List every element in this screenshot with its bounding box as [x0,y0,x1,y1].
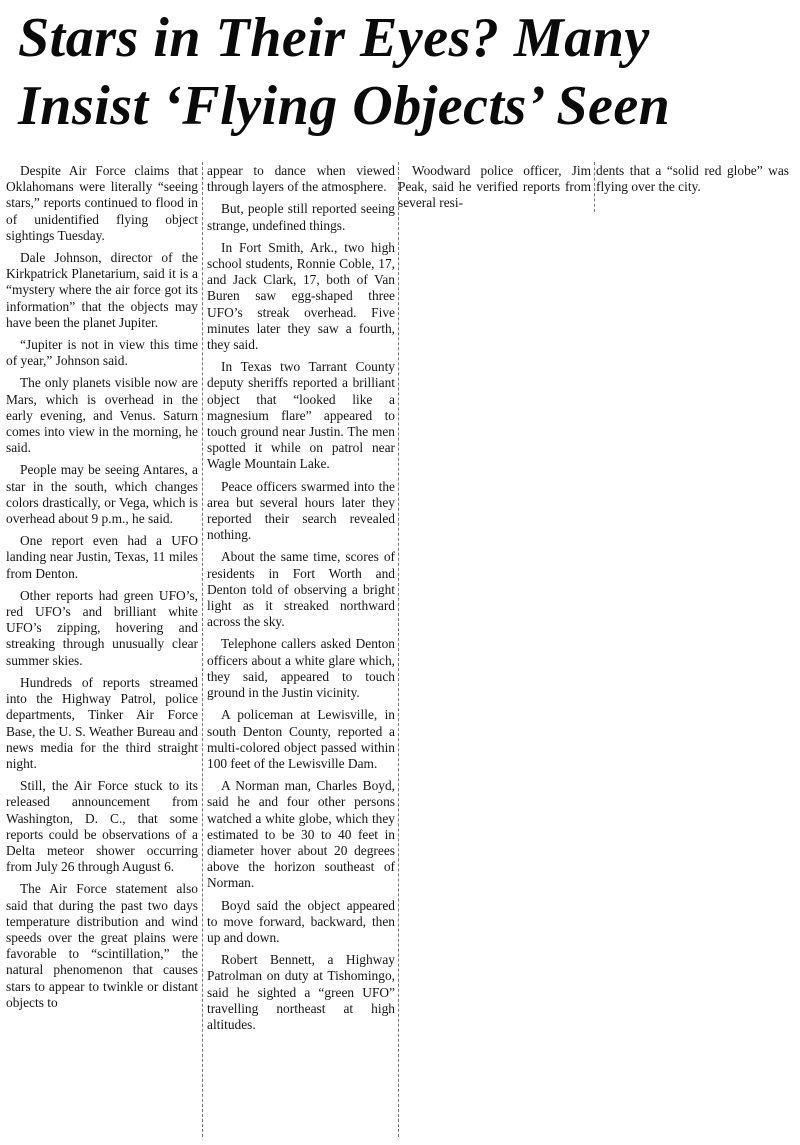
paragraph: Despite Air Force claims that Oklahomans were literally “seeing stars,” reports continued to flood in of unidentified flying object sightings Tuesday. [6,163,198,243]
column-divider [398,162,399,1137]
article-column-4 [596,163,789,201]
headline-line-1: Stars in Their Eyes? Many [18,7,650,69]
paragraph: “Jupiter is not in view this time of year,” Johnson said. [6,337,198,369]
paragraph: Still, the Air Force stuck to its released announcement from Washington, D. C., that some reports could be observations of a Delta meteor shower occurring from July 26 through August 6. [6,778,198,875]
article-column-3 [398,163,591,218]
paragraph: Boyd said the object appeared to move forward, backward, then up and down. [207,897,395,945]
paragraph: Robert Bennett, a Highway Patrolman on duty at Tishomingo, said he sighted a “green UFO” travelling northeast at high altitudes. [207,952,395,1032]
paragraph: In Texas two Tarrant County deputy sheriffs reported a brilliant object that “looked like a magnesium flare” appeared to touch ground near Justin. The men spotted it while on patrol near Wagle Mountain Lake. [207,359,395,472]
paragraph: Peace officers swarmed into the area but several hours later they reported their search revealed nothing. [207,478,395,543]
paragraph: The Air Force statement also said that during the past two days temperature distribution and wind speeds over the great plains were favorable to “scintillation,” the natural phenomenon that causes stars to appear to twinkle or distant objects to [6,881,198,1010]
paragraph: People may be seeing Antares, a star in the south, which changes colors drastically, or Vega, which is overhead about 9 p.m., he said. [6,462,198,527]
headline [18,4,788,140]
paragraph: Hundreds of reports streamed into the Highway Patrol, police departments, Tinker Air Force Base, the U. S. Weather Bureau and news media for the third straight night. [6,674,198,771]
column-divider [594,162,595,212]
paragraph: Telephone callers asked Denton officers about a white glare which, they said, appeared to touch ground in the Justin vicinity. [207,636,395,701]
paragraph: Woodward police officer, Jim Peak, said he verified reports from several resi- [398,163,591,211]
paragraph: dents that a “solid red globe” was flying over the city. [596,163,789,195]
column-divider [202,162,203,1137]
paragraph: A policeman at Lewisville, in south Denton County, reported a multi-colored object passed within 100 feet of the Lewisville Dam. [207,707,395,771]
paragraph: appear to dance when viewed through layers of the atmosphere. [207,163,395,195]
paragraph: Other reports had green UFO’s, red UFO’s and brilliant white UFO’s zipping, hovering and streaking through unusually clear summer skies. [6,587,198,668]
article-column-1 [6,163,198,1017]
paragraph: About the same time, scores of residents in Fort Worth and Denton told of observing a bright light as it streaked northward across the sky. [207,549,395,630]
paragraph: One report even had a UFO landing near Justin, Texas, 11 miles from Denton. [6,533,198,581]
paragraph: In Fort Smith, Ark., two high school students, Ronnie Coble, 17, and Jack Clark, 17, both of Van Buren saw egg-shaped three UFO’s streak overhead. Five minutes later they saw a fourth, they said. [207,239,395,353]
paragraph: A Norman man, Charles Boyd, said he and four other persons watched a white globe, which they estimated to be 30 to 40 feet in diameter hover about 20 degrees above the horizon southeast of Norman. [207,778,395,891]
article-column-2 [207,163,395,1039]
paragraph: Dale Johnson, director of the Kirkpatrick Planetarium, said it is a “mystery where the air force got its information” that the objects may have been the planet Jupiter. [6,250,198,330]
paragraph: But, people still reported seeing strange, undefined things. [207,201,395,233]
paragraph: The only planets visible now are Mars, which is overhead in the early evening, and Venus. Saturn comes into view in the morning, he said. [6,375,198,456]
headline-line-2: Insist ‘Flying Objects’ Seen [18,75,671,137]
